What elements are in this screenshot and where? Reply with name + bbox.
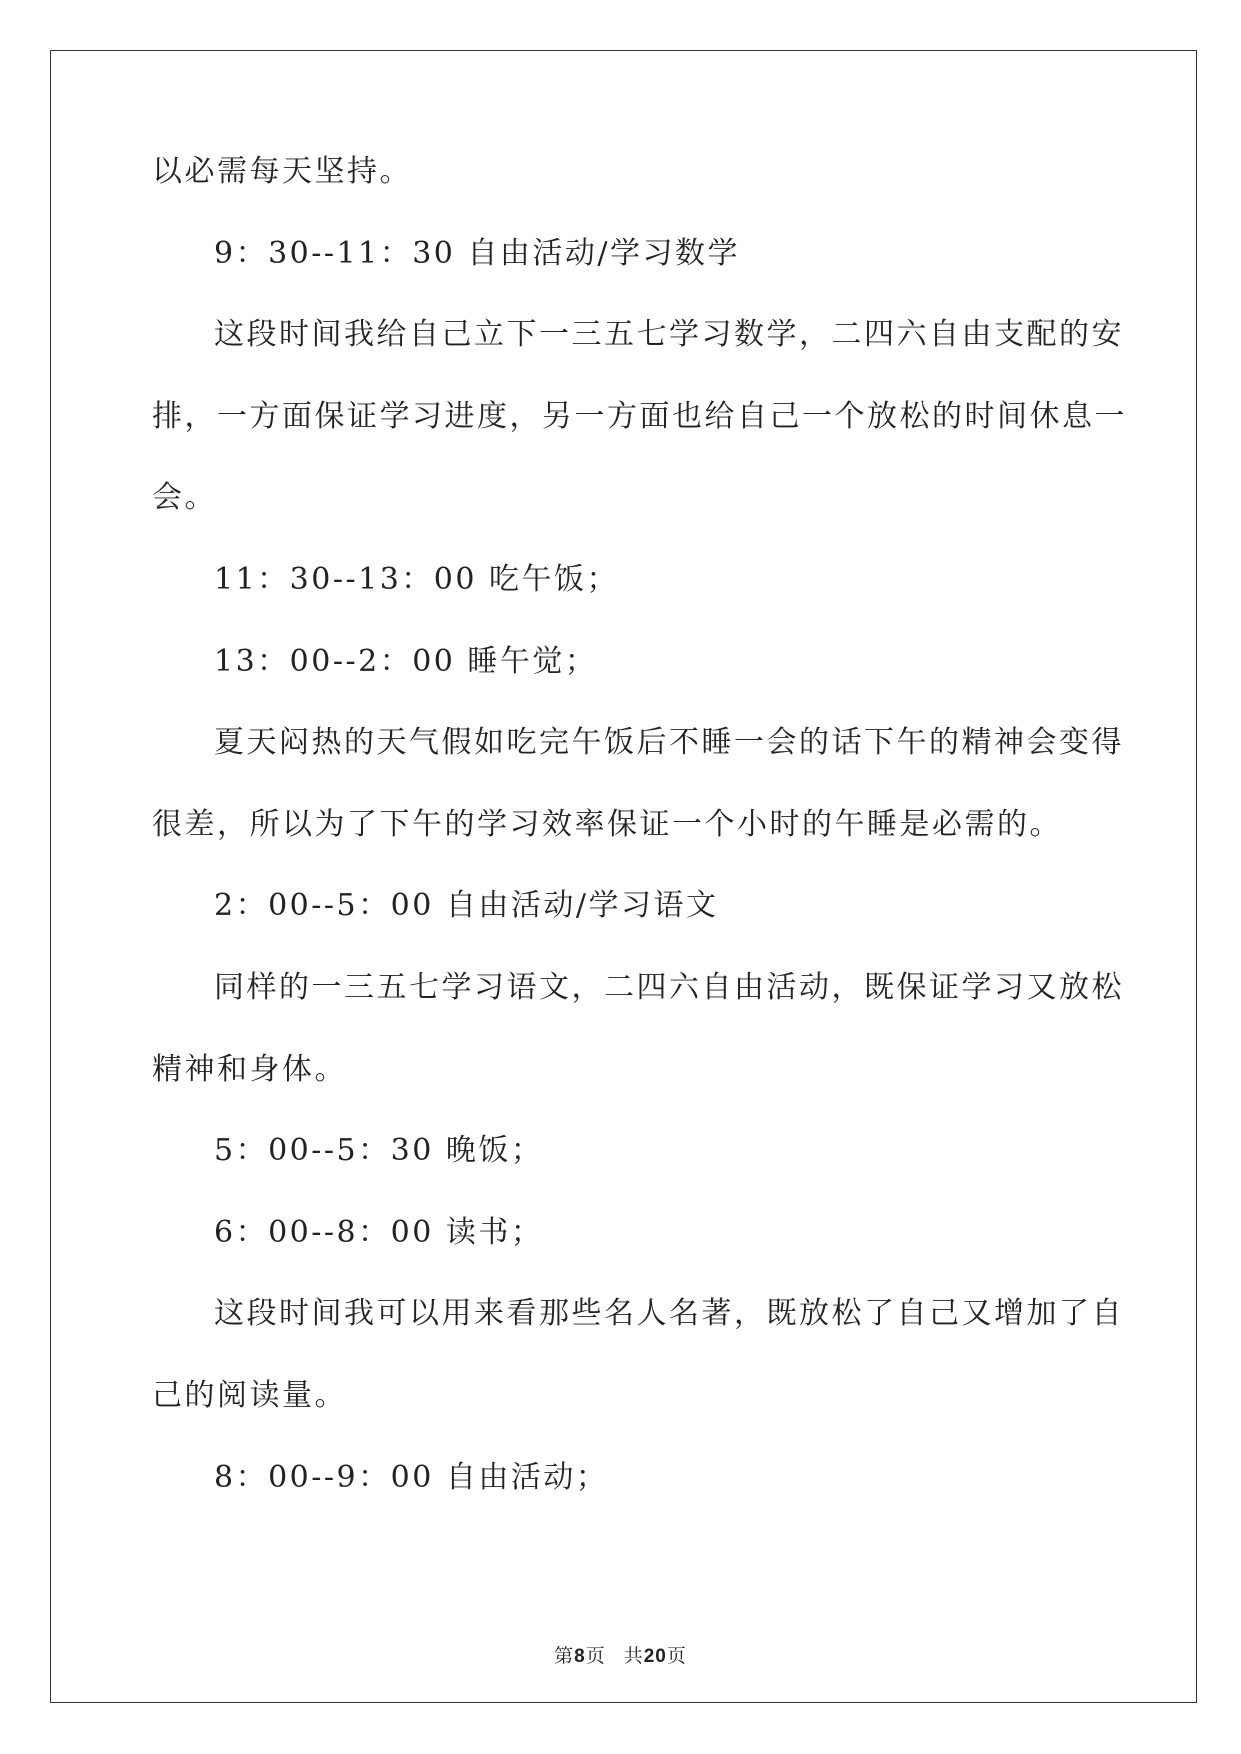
schedule-line: 5：00--5：30 晚饭； bbox=[214, 1133, 544, 1169]
text-line: 会。 bbox=[152, 480, 217, 516]
text-line: 很差，所以为了下午的学习效率保证一个小时的午睡是必需的。 bbox=[152, 806, 1062, 842]
schedule-line: 2：00--5：00 自由活动/学习语文 bbox=[214, 888, 719, 924]
text-line: 精神和身体。 bbox=[152, 1051, 347, 1087]
text-line: 己的阅读量。 bbox=[152, 1377, 347, 1413]
text-line: 这段时间我可以用来看那些名人名著，既放松了自己又增加了自 bbox=[214, 1296, 1124, 1332]
total-suffix: 页 bbox=[666, 1645, 687, 1667]
text-line: 夏天闷热的天气假如吃完午饭后不睡一会的话下午的精神会变得 bbox=[214, 725, 1124, 761]
text-line: 同样的一三五七学习语文，二四六自由活动，既保证学习又放松 bbox=[214, 969, 1124, 1005]
total-prefix: 共 bbox=[623, 1645, 644, 1667]
schedule-line: 11：30--13：00 吃午饭； bbox=[214, 561, 620, 597]
schedule-line: 13：00--2：00 睡午觉； bbox=[214, 643, 598, 679]
document-body bbox=[152, 140, 1127, 1527]
page-number: 8 bbox=[574, 1646, 586, 1667]
page-prefix: 第 bbox=[554, 1645, 575, 1667]
text-line: 排，一方面保证学习进度，另一方面也给自己一个放松的时间休息一 bbox=[152, 398, 1127, 434]
text-line: 这段时间我给自己立下一三五七学习数学，二四六自由支配的安 bbox=[214, 317, 1124, 353]
page-suffix: 页 bbox=[585, 1645, 606, 1667]
text-line: 以必需每天坚持。 bbox=[152, 154, 412, 189]
schedule-line: 9：30--11：30 自由活动/学习数学 bbox=[214, 235, 741, 271]
page-footer bbox=[0, 1641, 1241, 1668]
schedule-line: 8：00--9：00 自由活动； bbox=[214, 1459, 609, 1495]
total-pages: 20 bbox=[643, 1646, 667, 1667]
schedule-line: 6：00--8：00 读书； bbox=[214, 1214, 544, 1250]
